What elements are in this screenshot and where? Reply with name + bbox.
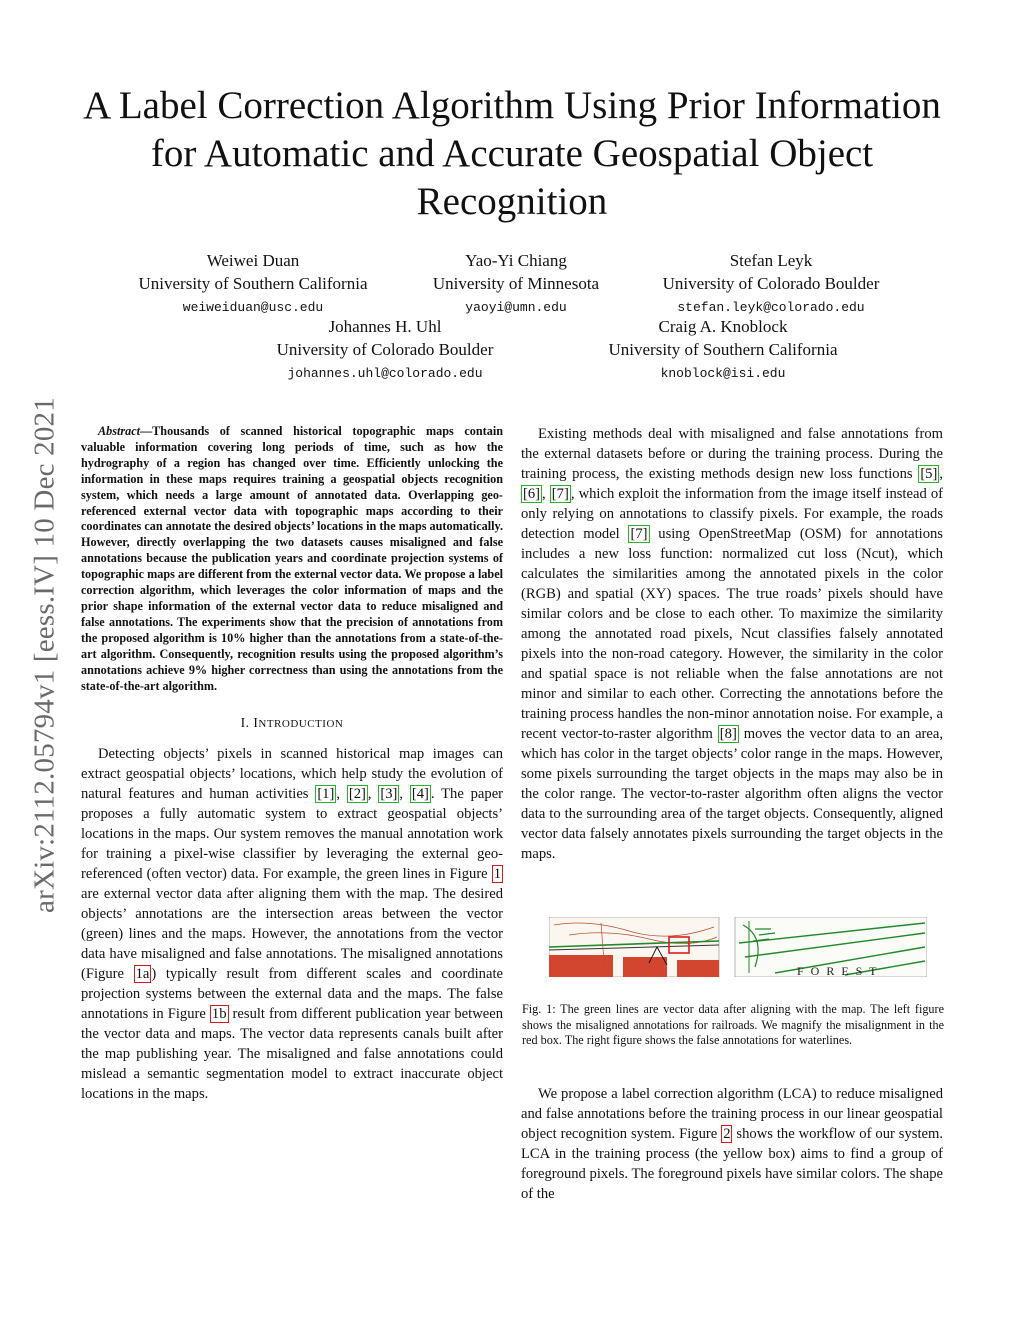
abstract bbox=[81, 424, 503, 694]
left-column bbox=[81, 424, 503, 1104]
author-block bbox=[433, 249, 599, 318]
figure-1 bbox=[549, 917, 927, 977]
map-forest-label: F O R E S T bbox=[797, 964, 879, 977]
author-email[interactable]: stefan.leyk@colorado.edu bbox=[677, 300, 865, 315]
section-heading-introduction: I. INTRODUCTION bbox=[240, 715, 344, 731]
author-name: Stefan Leyk bbox=[729, 251, 813, 270]
arxiv-identifier-text: arXiv:2112.05794v1 [eess.IV] 10 Dec 2021 bbox=[28, 397, 61, 913]
related-work-paragraph: Existing methods deal with misaligned and false annotations from the external datasets before or during the training process. During the training process, the existing methods design new loss functions [5] , [6] , [7] , which exploit the information from the image itself instead of only relying on annotations to classify pixels. For example, the roads detection model [7] using OpenStreetMap (OSM) for annotations includes a new loss function: normalized cut loss (Ncut), which calculates the similarities among the annotated pixels in the color (RGB) and spatial (XY) spaces. The true roads’ pixels should have similar colors and be close to each other. To maximize the similarity among the annotated road pixels, Ncut classifies falsely annotated pixels into the non-road category. However, the similarity in the color and spatial space is not reliable when the false annotations are not minor and similar to each other. Correcting the annotations before the training process handles the non-minor annotation noise. For example, a recent vector-to-raster algorithm [8] moves the vector data to an area, which has color in the target objects’ color range in the maps. However, some pixels surrounding the target objects in the maps may also be in the color range. The vector-to-raster algorithm often aligns the vector data to the surrounding area of the target objects. Consequently, aligned vector data falsely annotates pixels surrounding the target objects in the maps. bbox=[521, 426, 944, 862]
abstract-label: Abstract bbox=[98, 424, 140, 438]
author-block bbox=[663, 249, 880, 318]
author-name: Johannes H. Uhl bbox=[328, 317, 442, 336]
abstract-dash: — bbox=[139, 424, 153, 438]
author-email[interactable]: yaoyi@umn.edu bbox=[465, 300, 567, 315]
citation-link[interactable]: [7] bbox=[630, 526, 648, 542]
author-block bbox=[277, 315, 494, 384]
contribution-paragraph: We propose a label correction algorithm (LCA) to reduce misaligned and false annotations before the training process in our linear geospatial object recognition system. Figure 2 shows the workflow of our system. LCA in the training process (the yellow box) aims to find a group of foreground pixels. The foreground pixels have similar colors. The shape of the bbox=[521, 1086, 943, 1202]
author-affiliation: University of Southern California bbox=[138, 274, 368, 293]
caption-label: Fig. 1: bbox=[522, 1002, 556, 1016]
right-column-continued bbox=[521, 1084, 943, 1204]
right-column bbox=[521, 424, 943, 864]
citation-link[interactable]: [7] bbox=[551, 486, 569, 502]
citation-link[interactable]: [2] bbox=[348, 786, 366, 803]
figure-reference-link[interactable]: 1a bbox=[135, 966, 150, 983]
figure-1-caption bbox=[522, 1002, 944, 1049]
author-affiliation: University of Colorado Boulder bbox=[276, 340, 494, 359]
intro-paragraph: Detecting objects’ pixels in scanned historical map images can extract geospatial objects’ locations, which help study the evolution of natural features and human activities [1] , [2] , [3] , [4] . The paper proposes a fully automatic system to extract geospatial objects’ locations in the maps. Our system removes the manual annotation work for training a pixel-wise classifier by leveraging the external geo-referenced (often vector) data. For example, the green lines in Figure 1 are external vector data after aligning them with the map. The desired objects’ annotations are the intersection areas between the vector (green) lines and the maps. However, the annotations from the vector data have misaligned and false annotations. The misaligned annotations (Figure 1a ) typically result from different scales and coordinate projection systems between the external data and the maps. The false annotations in Figure 1b result from different publication year between the vector data and maps. The vector data represents canals built after the map publishing year. The misaligned and false annotations could mislead a semantic segmentation model to extract inaccurate object locations in the maps. bbox=[81, 746, 504, 1103]
citation-link[interactable]: [4] bbox=[411, 786, 429, 803]
figure-reference-link[interactable]: 1b bbox=[211, 1006, 227, 1023]
figure-reference-link[interactable]: 2 bbox=[723, 1126, 731, 1142]
figure-1a-map bbox=[549, 917, 719, 977]
citation-link[interactable]: [1] bbox=[317, 786, 335, 803]
figure-1-maps bbox=[549, 917, 927, 977]
author-email[interactable]: johannes.uhl@colorado.edu bbox=[287, 366, 483, 381]
author-email[interactable]: knoblock@isi.edu bbox=[660, 366, 786, 381]
citation-link[interactable]: [3] bbox=[380, 786, 398, 803]
author-name: Weiwei Duan bbox=[206, 251, 300, 270]
figure-reference-link[interactable]: 1 bbox=[493, 866, 501, 883]
author-block bbox=[609, 315, 838, 384]
author-affiliation: University of Southern California bbox=[608, 340, 838, 359]
citation-link[interactable]: [6] bbox=[523, 486, 541, 502]
citation-link[interactable]: [5] bbox=[920, 466, 938, 482]
author-affiliation: University of Colorado Boulder bbox=[662, 274, 880, 293]
caption-text: The green lines are vector data after aligning with the map. The left figure shows the misaligned annotations for railroads. We magnify the misalignment in the red box. The right figure shows the false annotations for waterlines. bbox=[522, 1002, 944, 1047]
author-name: Craig A. Knoblock bbox=[658, 317, 788, 336]
author-affiliation: University of Minnesota bbox=[432, 274, 600, 293]
arxiv-identifier bbox=[28, 350, 61, 960]
author-name: Yao-Yi Chiang bbox=[465, 251, 567, 270]
abstract-text: Thousands of scanned historical topographic maps contain valuable information covering long periods of time, such as how the hydrography of a region has changed over time. Efficiently unlocking the information in these maps requires training a geospatial objects recognition system, which needs a large amount of annotated data. Overlapping geo-referenced external vector data with topographic maps according to their coordinates can annotate the desired objects’ locations in the maps automatically. However, directly overlapping the two datasets causes misaligned and false annotations because the publication years and coordinate projection systems of topographic maps are different from the external vector data. We propose a label correction algorithm, which leverages the color information of maps and the prior shape information of the external vector data to reduce misaligned and false annotations. The experiments show that the precision of annotations from the proposed algorithm is 10% higher than the annotations from a state-of-the-art algorithm. Consequently, recognition results using the proposed algorithm’s annotations achieve 9% higher correctness than using the annotations from the state-of-the-art algorithm. bbox=[81, 424, 503, 693]
citation-link[interactable]: [8] bbox=[719, 726, 737, 742]
author-email[interactable]: weiweiduan@usc.edu bbox=[182, 300, 324, 315]
author-block bbox=[139, 249, 368, 318]
paper-title: A Label Correction Algorithm Using Prior Information for Automatic and Accurate Geospatial Object Recognition bbox=[83, 84, 941, 223]
